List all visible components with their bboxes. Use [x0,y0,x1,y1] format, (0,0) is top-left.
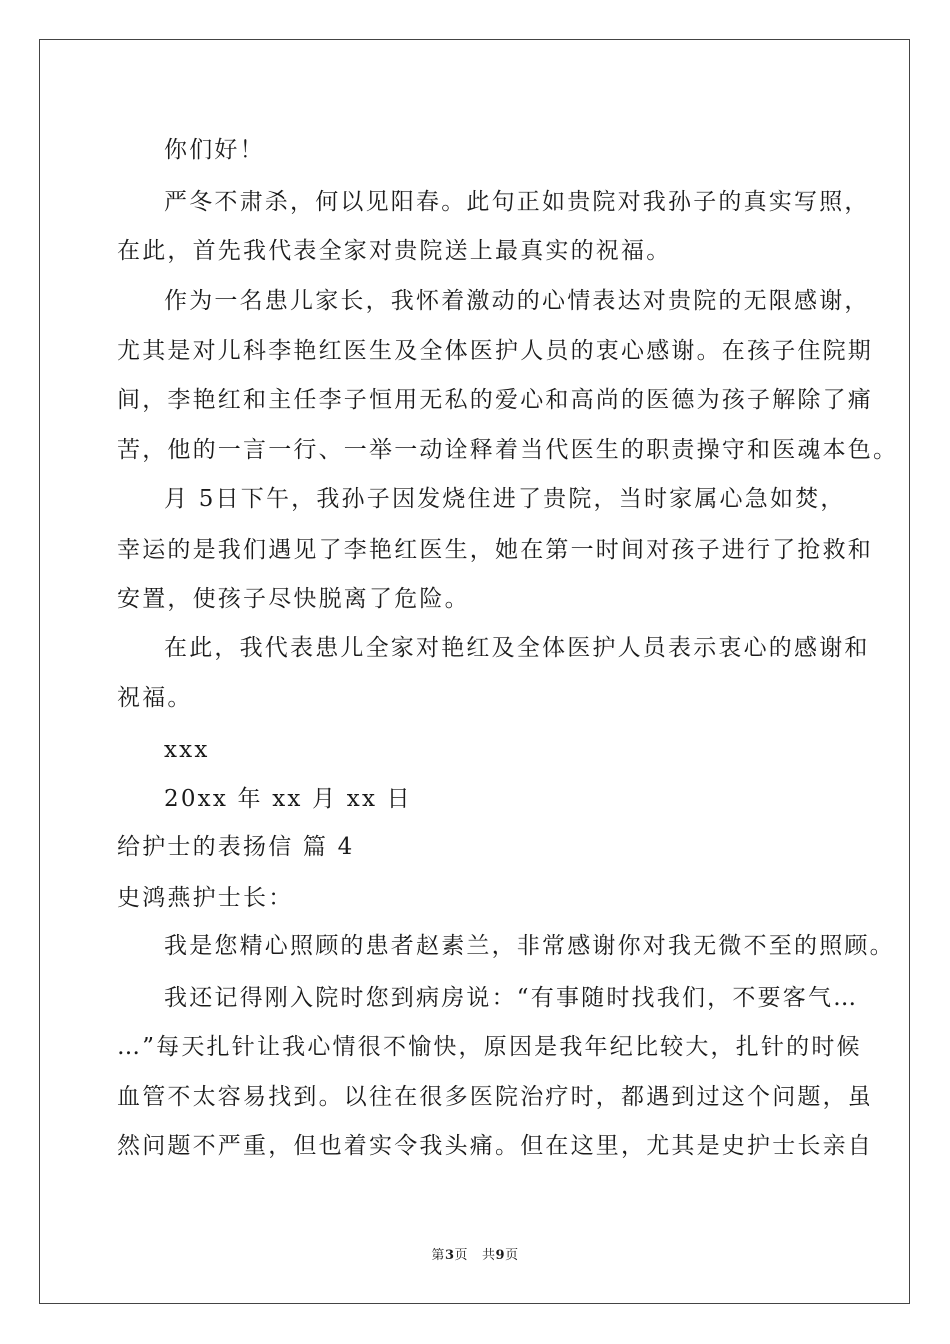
paragraph-line: 然问题不严重，但也着实令我头痛。但在这里，尤其是史护士长亲自 [117,1133,873,1159]
paragraph-line: 我是您精心照顾的患者赵素兰，非常感谢你对我无微不至的照顾。 [164,933,895,959]
page-number-footer [0,1247,950,1265]
paragraph-line: 安置，使孩子尽快脱离了危险。 [117,586,470,612]
paragraph-line: 间，李艳红和主任李子恒用无私的爱心和高尚的医德为孩子解除了痛 [117,387,873,413]
paragraph-line: 作为一名患儿家长，我怀着激动的心情表达对贵院的无限感谢， [164,288,870,314]
paragraph-line: 血管不太容易找到。以往在很多医院治疗时，都遇到过这个问题，虽 [117,1084,873,1110]
paragraph-line: 尤其是对儿科李艳红医生及全体医护人员的衷心感谢。在孩子住院期 [117,338,873,364]
paragraph-line: 在此，首先我代表全家对贵院送上最真实的祝福。 [117,238,672,264]
greeting-line: 你们好！ [164,137,265,163]
page-prefix: 第 [431,1248,445,1263]
salutation-line: 史鸿燕护士长： [117,885,294,911]
paragraph-line: 月 5日下午，我孙子因发烧住进了贵院，当时家属心急如焚， [164,486,846,512]
signature-date: 20xx 年 xx 月 xx 日 [164,786,412,812]
section-heading: 给护士的表扬信 篇 4 [117,834,355,860]
paragraph-line: 我还记得刚入院时您到病房说：“有事随时找我们，不要客气… [164,985,859,1011]
current-page-number: 3 [444,1248,455,1263]
paragraph-line: 祝福。 [117,685,193,711]
paragraph-line: …”每天扎针让我心情很不愉快，原因是我年纪比较大，扎针的时候 [117,1034,862,1060]
paragraph-line: 幸运的是我们遇见了李艳红医生，她在第一时间对孩子进行了抢救和 [117,537,873,563]
paragraph-line: 苦，他的一言一行、一举一动诠释着当代医生的职责操守和医魂本色。 [117,437,899,463]
page-border [39,39,910,1304]
total-suffix: 页 [505,1248,519,1263]
total-prefix: 共 [482,1248,496,1263]
paragraph-line: 在此，我代表患儿全家对艳红及全体医护人员表示衷心的感谢和 [164,635,870,661]
page-suffix: 页 [454,1248,468,1263]
signature-name: xxx [164,737,210,763]
total-page-number: 9 [495,1248,506,1263]
paragraph-line: 严冬不肃杀，何以见阳春。此句正如贵院对我孙子的真实写照， [164,189,870,215]
